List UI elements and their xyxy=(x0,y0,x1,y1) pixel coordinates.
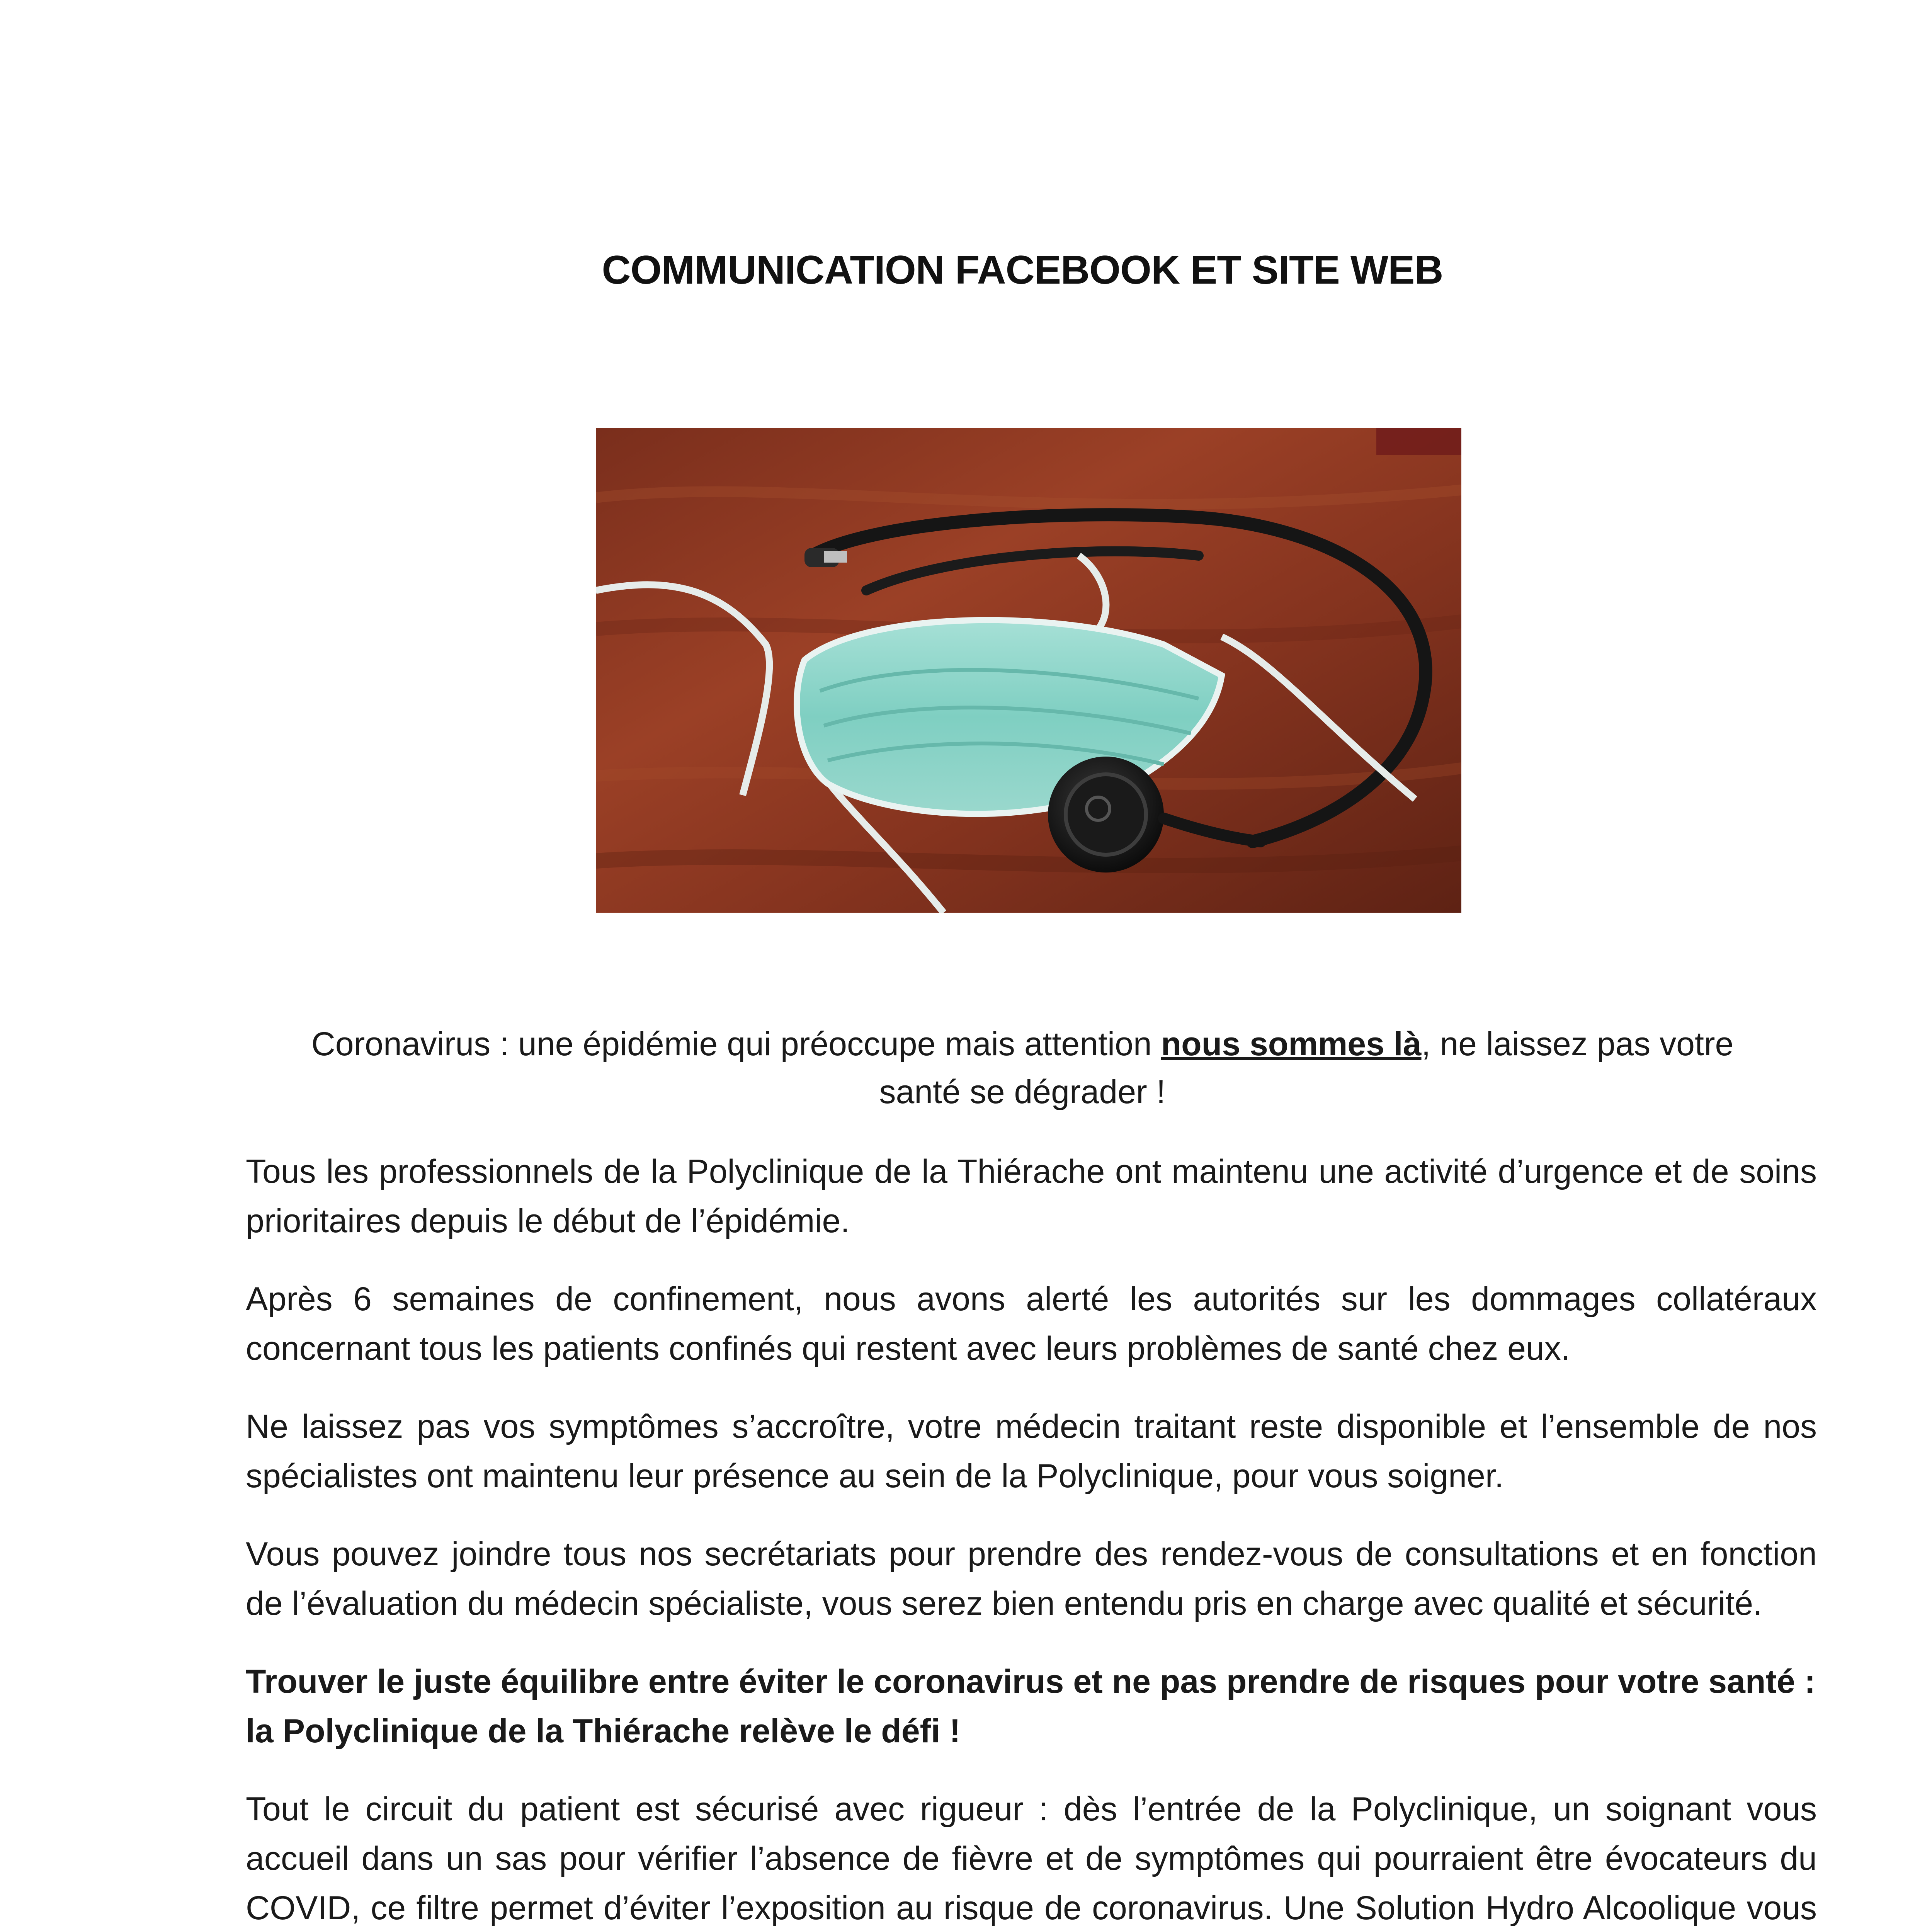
lead-paragraph xyxy=(278,1020,1767,1116)
article-body xyxy=(246,1147,1817,1932)
paragraph: Tout le circuit du patient est sécurisé avec rigueur : dès l’entrée de la Polyclinique, un soignant vous accueil dans un sas pour vérifier l’absence de fièvre et de symptômes qui pourraient être évocateurs du COVID, ce filtre permet d’éviter l’exposition au risque de coronavirus. Une Solution Hydro Alcoolique vous xyxy=(246,1791,1817,1927)
paragraph: Vous pouvez joindre tous nos secrétariats pour prendre des rendez-vous de consultations et en fonction de l’évaluation du médecin spécialiste, vous serez bien entendu pris en charge avec qualité et sécurité. xyxy=(246,1536,1817,1622)
mask-stethoscope-icon xyxy=(596,428,1461,913)
mask-stethoscope-photo xyxy=(596,428,1461,913)
page-title: COMMUNICATION FACEBOOK ET SITE WEB xyxy=(602,248,1443,293)
highlight-paragraph: Trouver le juste équilibre entre éviter le coronavirus et ne pas prendre de risques pour votre santé : la Polyclinique de la Thiérache relève le défi ! xyxy=(246,1663,1816,1750)
paragraph: Après 6 semaines de confinement, nous avons alerté les autorités sur les dommages collatéraux concernant tous les patients confinés qui restent avec leurs problèmes de santé chez eux. xyxy=(246,1281,1817,1367)
lead-text-end: , ne laissez pas votre santé se dégrader ! xyxy=(879,1026,1734,1111)
paragraph: Tous les professionnels de la Polyclinique de la Thiérache ont maintenu une activité d’urgence et de soins prioritaires depuis le début de l’épidémie. xyxy=(246,1153,1817,1240)
paragraph: Ne laissez pas vos symptômes s’accroître, votre médecin traitant reste disponible et l’ensemble de nos spécialistes ont maintenu leur présence au sein de la Polyclinique, pour vous soigner. xyxy=(246,1408,1817,1495)
lead-text: Coronavirus : une épidémie qui préoccupe mais attention xyxy=(311,1026,1161,1063)
lead-emphasis: nous sommes là xyxy=(1161,1026,1422,1063)
